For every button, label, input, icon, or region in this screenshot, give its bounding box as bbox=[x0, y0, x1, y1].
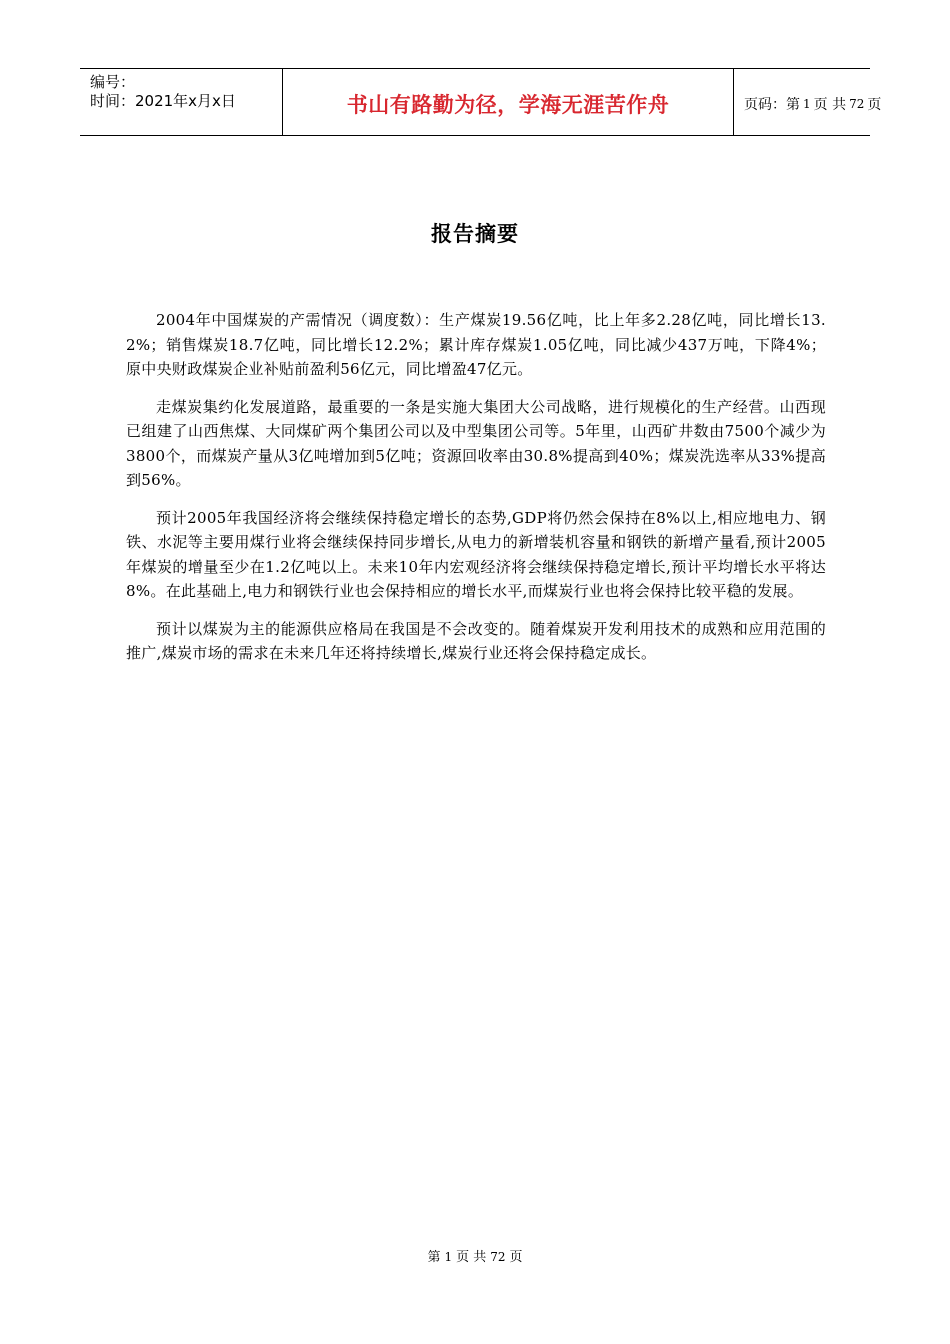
header-motto-cell bbox=[282, 69, 734, 135]
header-page-number bbox=[734, 69, 882, 135]
report-title: 报告摘要 bbox=[431, 222, 519, 246]
footer-middle: 页 共 bbox=[456, 1250, 487, 1265]
header-page-middle: 页 共 bbox=[813, 97, 847, 113]
header-meta bbox=[80, 69, 282, 135]
document-date: 时间：2021年x月x日 bbox=[90, 92, 236, 110]
page-footer bbox=[0, 1246, 950, 1265]
footer-suffix: 页 bbox=[509, 1250, 523, 1265]
paragraph-production: 2004年中国煤炭的产需情况（调度数）：生产煤炭19.56亿吨，比上年多2.28亿吨，同比增长13.2%；销售煤炭18.7亿吨，同比增长12.2%；累计库存煤炭1.05亿吨，同比减少437万吨，下降4%；原中央财政煤炭企业补贴前盈利56亿元，同比增盈47亿元。 bbox=[126, 311, 826, 378]
header-page-suffix: 页 bbox=[867, 97, 882, 113]
report-body bbox=[126, 308, 826, 679]
document-header bbox=[80, 68, 882, 136]
paragraph-forecast: 预计2005年我国经济将会继续保持稳定增长的态势,GDP将仍然会保持在8%以上,相应地电力、钢铁、水泥等主要用煤行业将会继续保持同步增长,从电力的新增装机容量和钢铁的新增产量看,预计2005年煤炭的增量至少在1.2亿吨以上。未来10年内宏观经济将会继续保持稳定增长,预计平均增长水平将达8%。在此基础上,电力和钢铁行业也会保持相应的增长水平,而煤炭行业也将会保持比较平稳的发展。 bbox=[126, 508, 826, 600]
footer-page-total: 72 bbox=[490, 1250, 506, 1264]
header-page-total: 72 bbox=[849, 97, 865, 111]
paragraph-consolidation: 走煤炭集约化发展道路，最重要的一条是实施大集团大公司战略，进行规模化的生产经营。山西现已组建了山西焦煤、大同煤矿两个集团公司以及中型集团公司等。5年里，山西矿井数由7500个减少为3800个，而煤炭产量从3亿吨增加到5亿吨；资源回收率由30.8%提高到40%；煤炭洗选率从33%提高到56%。 bbox=[126, 397, 826, 489]
header-page-current: 1 bbox=[803, 97, 811, 111]
document-number-label: 编号： bbox=[90, 73, 136, 91]
header-motto: 书山有路勤为径，学海无涯苦作舟 bbox=[346, 93, 670, 117]
footer-prefix: 第 bbox=[427, 1250, 441, 1265]
header-page-prefix: 页码：第 bbox=[744, 97, 800, 113]
paragraph-outlook: 预计以煤炭为主的能源供应格局在我国是不会改变的。随着煤炭开发利用技术的成熟和应用范围的推广,煤炭市场的需求在未来几年还将持续增长,煤炭行业还将会保持稳定成长。 bbox=[126, 619, 826, 662]
footer-page-current: 1 bbox=[444, 1250, 453, 1264]
